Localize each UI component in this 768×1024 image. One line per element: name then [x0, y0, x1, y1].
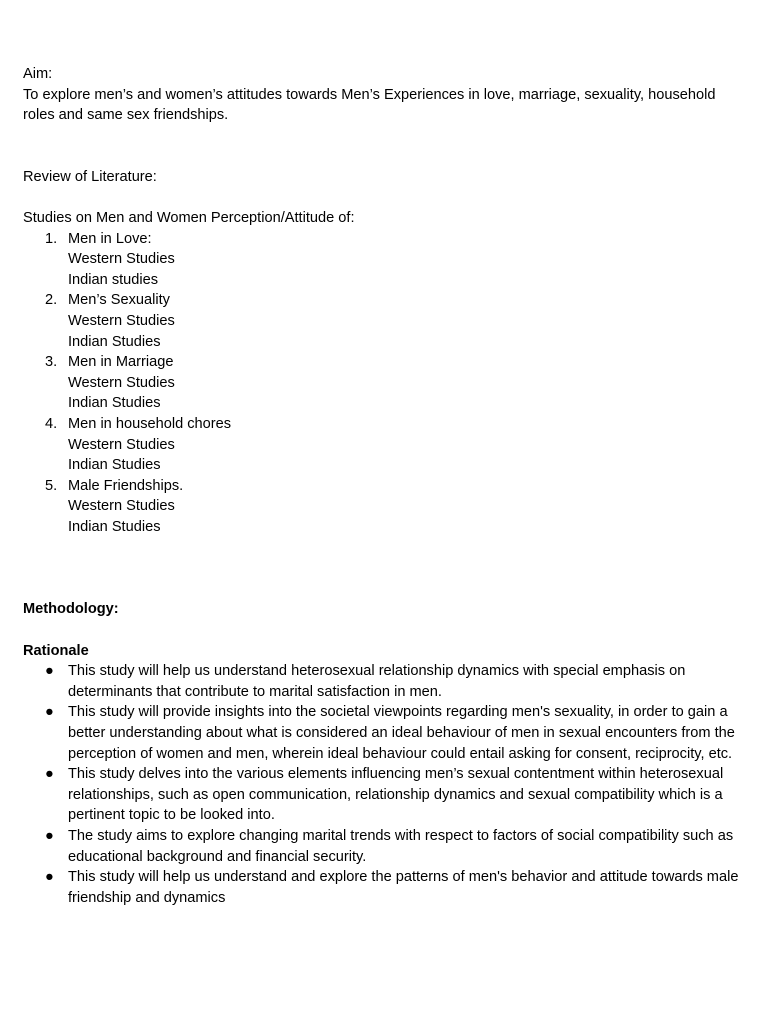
list-number: 4. — [45, 415, 58, 432]
aim-text: To explore men’s and women’s attitudes towards Men’s Experiences in love, marriage, sexuality, household roles and same sex friendships. — [23, 86, 716, 124]
study-subtopic: Indian Studies — [68, 395, 161, 412]
study-topic: Men in Love: — [68, 230, 152, 247]
rationale-item — [23, 702, 748, 764]
study-subtopic: Indian Studies — [68, 518, 161, 535]
study-topic: Men’s Sexuality — [68, 292, 170, 309]
rationale-text: The study aims to explore changing marital trends with respect to factors of social compatibility such as educational background and financial security. — [68, 828, 734, 865]
list-number: 3. — [45, 354, 58, 371]
bullet-icon: ● — [45, 663, 54, 680]
methodology-heading: Methodology: — [23, 601, 119, 618]
rationale-item — [23, 826, 748, 867]
study-subtopic: Western Studies — [68, 436, 175, 453]
studies-list-item — [23, 352, 748, 414]
rationale-text: This study will provide insights into the societal viewpoints regarding men's sexuality, in order to gain a better understanding about what is considered an ideal behaviour of men in sexual encounters from the perception of women and men, wherein ideal behaviour could entail asking for consent, reciprocity, etc. — [68, 704, 735, 762]
rationale-text: This study delves into the various elements influencing men’s sexual contentment within heterosexual relationships, such as open communication, relationship dynamics and sexual compatibility which is a pertinent topic to be looked into. — [68, 766, 724, 824]
study-subtopic: Indian Studies — [68, 333, 161, 350]
study-topic: Male Friendships. — [68, 477, 184, 494]
study-subtopic: Indian studies — [68, 271, 159, 288]
study-topic: Men in household chores — [68, 415, 232, 432]
studies-list-item — [23, 290, 748, 352]
study-subtopic: Western Studies — [68, 374, 175, 391]
study-subtopic: Western Studies — [68, 251, 175, 268]
rationale-text: This study will help us understand and explore the patterns of men's behavior and attitude towards male friendship and dynamics — [68, 869, 739, 906]
bullet-icon: ● — [45, 869, 54, 886]
list-number: 2. — [45, 292, 58, 309]
review-heading: Review of Literature: — [23, 168, 157, 185]
study-topic: Men in Marriage — [68, 354, 174, 371]
bullet-icon: ● — [45, 766, 54, 783]
rationale-text: This study will help us understand heterosexual relationship dynamics with special emphasis on determinants that contribute to marital satisfaction in men. — [68, 663, 686, 700]
studies-list-item — [23, 229, 748, 291]
studies-list — [23, 229, 748, 538]
studies-intro: Studies on Men and Women Perception/Attitude of: — [23, 209, 355, 226]
bullet-icon: ● — [45, 704, 54, 721]
aim-heading: Aim: — [23, 66, 53, 82]
list-number: 5. — [45, 477, 58, 494]
study-subtopic: Western Studies — [68, 498, 175, 515]
studies-list-item — [23, 414, 748, 476]
rationale-list — [23, 661, 748, 908]
rationale-item — [23, 867, 748, 908]
study-subtopic: Indian Studies — [68, 457, 161, 474]
studies-list-item — [23, 476, 748, 538]
bullet-icon: ● — [45, 828, 54, 844]
rationale-heading: Rationale — [23, 642, 89, 659]
rationale-item — [23, 661, 748, 702]
rationale-item — [23, 764, 748, 826]
list-number: 1. — [45, 230, 58, 247]
study-subtopic: Western Studies — [68, 312, 175, 329]
